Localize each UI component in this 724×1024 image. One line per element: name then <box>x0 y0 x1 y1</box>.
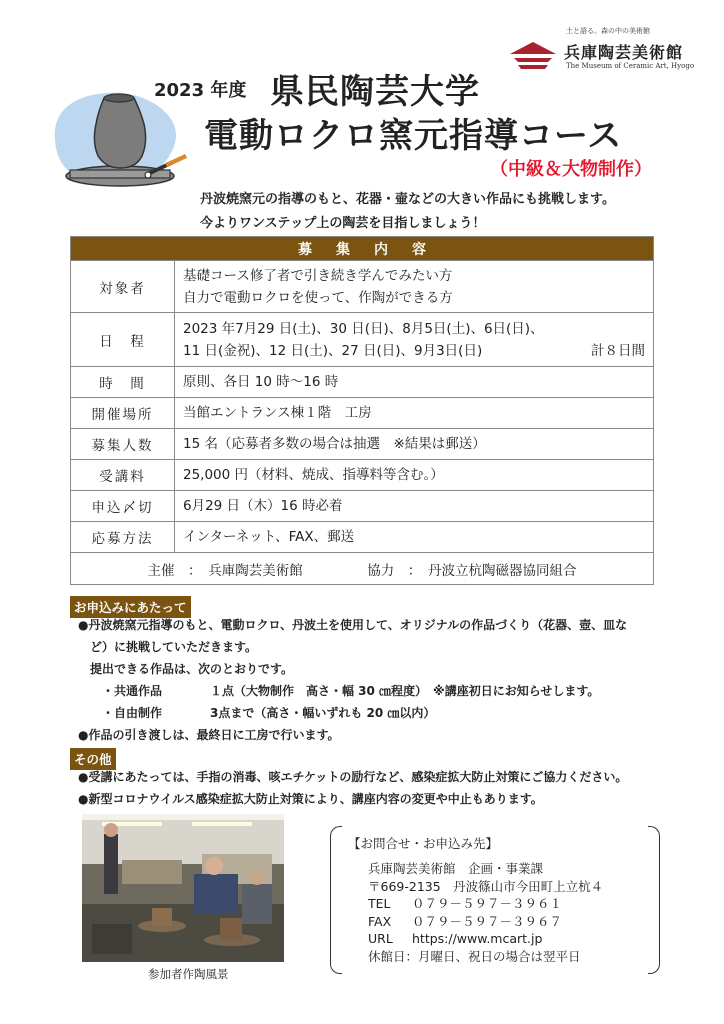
organizer-row <box>71 553 654 585</box>
url-label: URL <box>368 931 393 946</box>
url-link[interactable]: https://www.mcart.jp <box>412 931 543 946</box>
course-subtitle: （中級＆大物制作） <box>490 159 652 180</box>
note-line: ●丹波焼窯元指導のもと、電動ロクロ、丹波土を使用して、オリジナルの作品づくり（花器、壺、皿な <box>78 618 628 632</box>
apply-notes-tag: お申込みにあたって <box>70 596 191 618</box>
time-value: 原則、各日 10 時～16 時 <box>175 367 654 398</box>
organizer: 主催 ： 兵庫陶芸美術館 <box>147 562 303 579</box>
deadline-label: 申込〆切 <box>71 491 175 522</box>
intro-line: 丹波焼窯元の指導のもと、花器・壷などの大きい作品にも挑戦します。 <box>200 192 615 207</box>
page-title: 県民陶芸大学 <box>270 72 480 112</box>
venue-value: 当館エントランス棟１階 工房 <box>175 398 654 429</box>
contact-tel <box>368 895 603 913</box>
capacity-label: 募集人数 <box>71 429 175 460</box>
fax-number: ０７９－５９７－３９６７ <box>412 913 563 929</box>
note-line: ど）に挑戦していただきます。 <box>78 640 258 654</box>
logo-tagline: 土と語る。森の中の美術館 <box>566 27 650 35</box>
note-line: ●新型コロナウイルス感染症拡大防止対策により、講座内容の変更や中止もあります。 <box>78 792 543 806</box>
intro-line: 今よりワンステップ上の陶芸を目指しましょう！ <box>200 216 486 231</box>
other-notes-tag: その他 <box>70 748 116 770</box>
target-line: 自力で電動ロクロを使って、作陶ができる方 <box>183 289 453 306</box>
time-label: 時 間 <box>71 367 175 398</box>
course-title: 電動ロクロ窯元指導コース <box>204 116 623 156</box>
recruitment-table <box>70 236 654 585</box>
fee-label: 受講料 <box>71 460 175 491</box>
other-notes <box>78 766 627 810</box>
contact-fax <box>368 913 603 931</box>
workshop-photo <box>82 814 284 962</box>
contact-address: 〒669-2135 丹波篠山市今田町上立杭４ <box>368 878 604 894</box>
logo-name: 兵庫陶芸美術館 <box>564 43 684 62</box>
contact-bracket-left <box>330 826 342 974</box>
contact-dept: 兵庫陶芸美術館 企画・事業課 <box>368 861 544 876</box>
contact-details <box>368 860 603 965</box>
recruitment-heading: 募集内容 <box>71 237 654 261</box>
target-label: 対象者 <box>71 261 175 313</box>
fee-value: 25,000 円（材料、焼成、指導料等含む。） <box>175 460 654 491</box>
workshop-scene-icon <box>82 814 284 962</box>
deadline-value: 6月29 日（木）16 時必着 <box>175 491 654 522</box>
schedule-line: 2023 年7月29 日(土)、30 日(日)、8月5日(土)、6日(日)、 <box>183 320 544 337</box>
contact-box <box>330 826 660 974</box>
photo-caption: 参加者作陶風景 <box>148 967 229 981</box>
tel-number: ０７９－５９７－３９６１ <box>412 896 563 911</box>
contact-url <box>368 930 603 948</box>
contact-closed-days: 休館日：月曜日、祝日の場合は翌平日 <box>368 948 581 964</box>
target-value <box>175 261 654 313</box>
note-line: ・自由制作 3点まで（高さ・幅いずれも 20 ㎝以内） <box>78 706 436 720</box>
method-value: インターネット、FAX、郵送 <box>175 522 654 553</box>
note-line: ・共通作品 １点（大物制作 高さ・幅 30 ㎝程度） ※講座初日にお知らせします。 <box>78 684 600 698</box>
target-line: 基礎コース修了者で引き続き学んでみたい方 <box>183 267 453 284</box>
schedule-line: 11 日(金祝)、12 日(土)、27 日(日)、9月3日(日) <box>183 342 483 359</box>
museum-logo-mark-icon <box>508 40 558 70</box>
fax-label: FAX <box>368 913 392 929</box>
schedule-label: 日 程 <box>71 313 175 367</box>
method-label: 応募方法 <box>71 522 175 553</box>
museum-logo <box>508 24 708 84</box>
schedule-total: 計８日間 <box>591 342 645 359</box>
note-line: ●作品の引き渡しは、最終日に工房で行います。 <box>78 728 340 742</box>
apply-notes <box>78 614 627 746</box>
logo-name-en: The Museum of Ceramic Art, Hyogo <box>566 62 695 70</box>
cooperation: 協力 ： 丹波立杭陶磁器協同組合 <box>367 562 577 579</box>
note-line: 提出できる作品は、次のとおりです。 <box>78 662 294 676</box>
course-year: 2023 年度 <box>154 80 247 101</box>
capacity-value: 15 名（応募者多数の場合は抽選 ※結果は郵送） <box>175 429 654 460</box>
contact-heading: 【お問合せ・お申込み先】 <box>348 836 499 851</box>
schedule-value <box>175 313 654 367</box>
contact-bracket-right <box>648 826 660 974</box>
note-line: ●受講にあたっては、手指の消毒、咳エチケットの励行など、感染症拡大防止対策にご協力ください。 <box>78 770 628 784</box>
intro-text <box>200 188 615 236</box>
tel-label: TEL <box>368 896 391 911</box>
venue-label: 開催場所 <box>71 398 175 429</box>
